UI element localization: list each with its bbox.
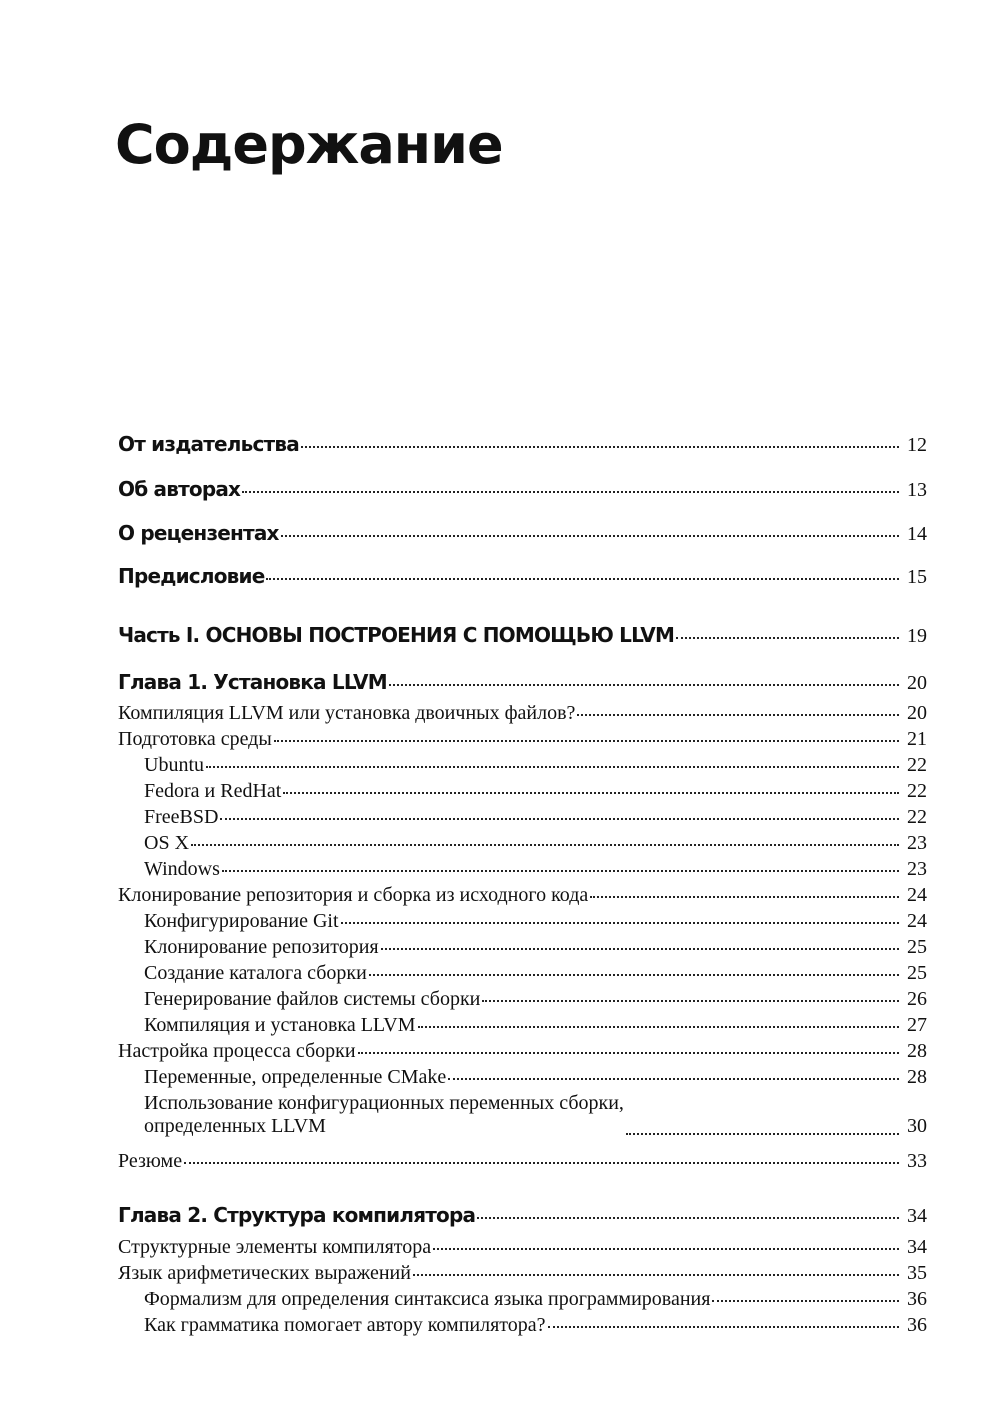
toc-entry[interactable] — [118, 432, 927, 457]
toc-entry[interactable] — [144, 832, 927, 855]
toc-entry[interactable] — [144, 1092, 927, 1138]
toc-entry-title-line1: Использование конфигурационных переменных сборки, — [144, 1092, 624, 1114]
toc-page-number: 22 — [907, 780, 927, 802]
toc-entry-title: От издательства — [118, 432, 299, 456]
toc-dot-leader — [281, 535, 899, 537]
toc-entry[interactable] — [118, 477, 927, 502]
toc-entry[interactable] — [144, 1314, 927, 1337]
toc-entry[interactable] — [144, 936, 927, 959]
toc-dot-leader — [482, 1000, 899, 1002]
toc-entry-title: Как грамматика помогает автору компилятора? — [144, 1314, 546, 1336]
toc-part-entry[interactable] — [118, 623, 927, 648]
toc-page-number: 19 — [907, 625, 927, 647]
toc-entry-title: Подготовка среды — [118, 728, 272, 750]
toc-entry[interactable] — [144, 1288, 927, 1311]
toc-dot-leader — [341, 922, 899, 924]
toc-page-number: 20 — [907, 672, 927, 694]
toc-entry[interactable] — [118, 521, 927, 546]
toc-entry[interactable] — [118, 728, 927, 751]
toc-page-number: 34 — [907, 1236, 927, 1258]
toc-entry-title: Ubuntu — [144, 754, 204, 776]
toc-entry-title: Настройка процесса сборки — [118, 1040, 356, 1062]
toc-page-number: 33 — [907, 1150, 927, 1172]
toc-page-number: 20 — [907, 702, 927, 724]
toc-page-number: 22 — [907, 754, 927, 776]
toc-entry-title: Часть I. ОСНОВЫ ПОСТРОЕНИЯ С ПОМОЩЬЮ LLVM — [118, 623, 675, 647]
toc-entry[interactable] — [144, 988, 927, 1011]
toc-entry-title: Глава 2. Структура компилятора — [118, 1203, 476, 1227]
toc-dot-leader — [283, 792, 899, 794]
toc-page-number: 12 — [907, 434, 927, 456]
toc-entry-title: Компиляция и установка LLVM — [144, 1014, 416, 1036]
toc-page-number: 13 — [907, 479, 927, 501]
toc-page-number: 34 — [907, 1205, 927, 1227]
toc-entry[interactable] — [118, 564, 927, 589]
toc-dot-leader — [389, 684, 899, 686]
toc-entry-title: Структурные элементы компилятора — [118, 1236, 432, 1258]
toc-entry-title: Создание каталога сборки — [144, 962, 367, 984]
toc-page-number: 14 — [907, 523, 927, 545]
toc-chapter-entry[interactable] — [118, 1203, 927, 1228]
toc-page-number: 35 — [907, 1262, 927, 1284]
toc-entry[interactable] — [144, 1066, 927, 1089]
toc-dot-leader — [626, 1133, 899, 1135]
toc-dot-leader — [220, 818, 899, 820]
toc-entry[interactable] — [144, 780, 927, 803]
toc-dot-leader — [418, 1026, 899, 1028]
toc-page-number: 25 — [907, 962, 927, 984]
toc-entry[interactable] — [118, 1150, 927, 1173]
toc-entry-title: О рецензентах — [118, 521, 279, 545]
toc-entry-title — [144, 1092, 624, 1138]
toc-dot-leader — [242, 491, 899, 493]
toc-dot-leader — [413, 1274, 899, 1276]
toc-entry[interactable] — [118, 1236, 927, 1259]
toc-dot-leader — [712, 1300, 899, 1302]
toc-dot-leader — [676, 637, 899, 639]
toc-entry-title: Предисловие — [118, 564, 265, 588]
toc-entry-title: Клонирование репозитория и сборка из исходного кода — [118, 884, 589, 906]
toc-page-number: 30 — [907, 1115, 927, 1137]
toc-entry-title: FreeBSD — [144, 806, 219, 828]
toc-dot-leader — [206, 766, 899, 768]
toc-chapter-entry[interactable] — [118, 670, 927, 695]
toc-page-number: 25 — [907, 936, 927, 958]
toc-entry-title: Глава 1. Установка LLVM — [118, 670, 387, 694]
toc-entry[interactable] — [118, 884, 927, 907]
toc-entry[interactable] — [118, 1262, 927, 1285]
toc-dot-leader — [548, 1326, 899, 1328]
toc-entry[interactable] — [144, 910, 927, 933]
toc-dot-leader — [369, 974, 899, 976]
toc-page-number: 36 — [907, 1288, 927, 1310]
toc-entry[interactable] — [144, 1014, 927, 1037]
toc-entry-title-line2: определенных LLVM — [144, 1115, 326, 1137]
toc-dot-leader — [590, 896, 899, 898]
toc-entry-title: Клонирование репозитория — [144, 936, 379, 958]
toc-dot-leader — [266, 578, 899, 580]
toc-page-number: 23 — [907, 832, 927, 854]
toc-entry[interactable] — [118, 702, 927, 725]
toc-entry-title: Об авторах — [118, 477, 241, 501]
toc-entry[interactable] — [144, 962, 927, 985]
toc-entry-title: Формализм для определения синтаксиса языка программирования — [144, 1288, 711, 1310]
toc-entry-title: Генерирование файлов системы сборки — [144, 988, 481, 1010]
toc-page-number: 21 — [907, 728, 927, 750]
toc-entry[interactable] — [118, 1040, 927, 1063]
toc-entry-title: Windows — [144, 858, 220, 880]
toc-page-number: 24 — [907, 910, 927, 932]
toc-page-number: 36 — [907, 1314, 927, 1336]
toc-entry-title: Fedora и RedHat — [144, 780, 282, 802]
toc-page-number: 27 — [907, 1014, 927, 1036]
toc-dot-leader — [358, 1052, 899, 1054]
toc-dot-leader — [191, 844, 899, 846]
toc-entry-title: Компиляция LLVM или установка двоичных файлов? — [118, 702, 576, 724]
toc-dot-leader — [477, 1217, 899, 1219]
toc-page-number: 15 — [907, 566, 927, 588]
toc-dot-leader — [381, 948, 899, 950]
toc-entry-title: Конфигурирование Git — [144, 910, 339, 932]
toc-entry-title: Переменные, определенные CMake — [144, 1066, 447, 1088]
toc-dot-leader — [184, 1162, 899, 1164]
toc-entry[interactable] — [144, 858, 927, 881]
toc-page-number: 23 — [907, 858, 927, 880]
toc-entry[interactable] — [144, 754, 927, 777]
toc-dot-leader — [448, 1078, 899, 1080]
toc-page-number: 24 — [907, 884, 927, 906]
toc-page-number: 22 — [907, 806, 927, 828]
toc-page-number: 28 — [907, 1040, 927, 1062]
toc-dot-leader — [222, 870, 899, 872]
page-title: Содержание — [115, 113, 503, 176]
toc-entry-title: Язык арифметических выражений — [118, 1262, 411, 1284]
toc-entry[interactable] — [144, 806, 927, 829]
toc-entry-title: OS X — [144, 832, 190, 854]
toc-page-number: 28 — [907, 1066, 927, 1088]
toc-dot-leader — [433, 1248, 899, 1250]
toc-entry-title: Резюме — [118, 1150, 183, 1172]
toc-dot-leader — [577, 714, 899, 716]
toc-dot-leader — [301, 446, 899, 448]
toc-dot-leader — [274, 740, 899, 742]
toc-page-number: 26 — [907, 988, 927, 1010]
